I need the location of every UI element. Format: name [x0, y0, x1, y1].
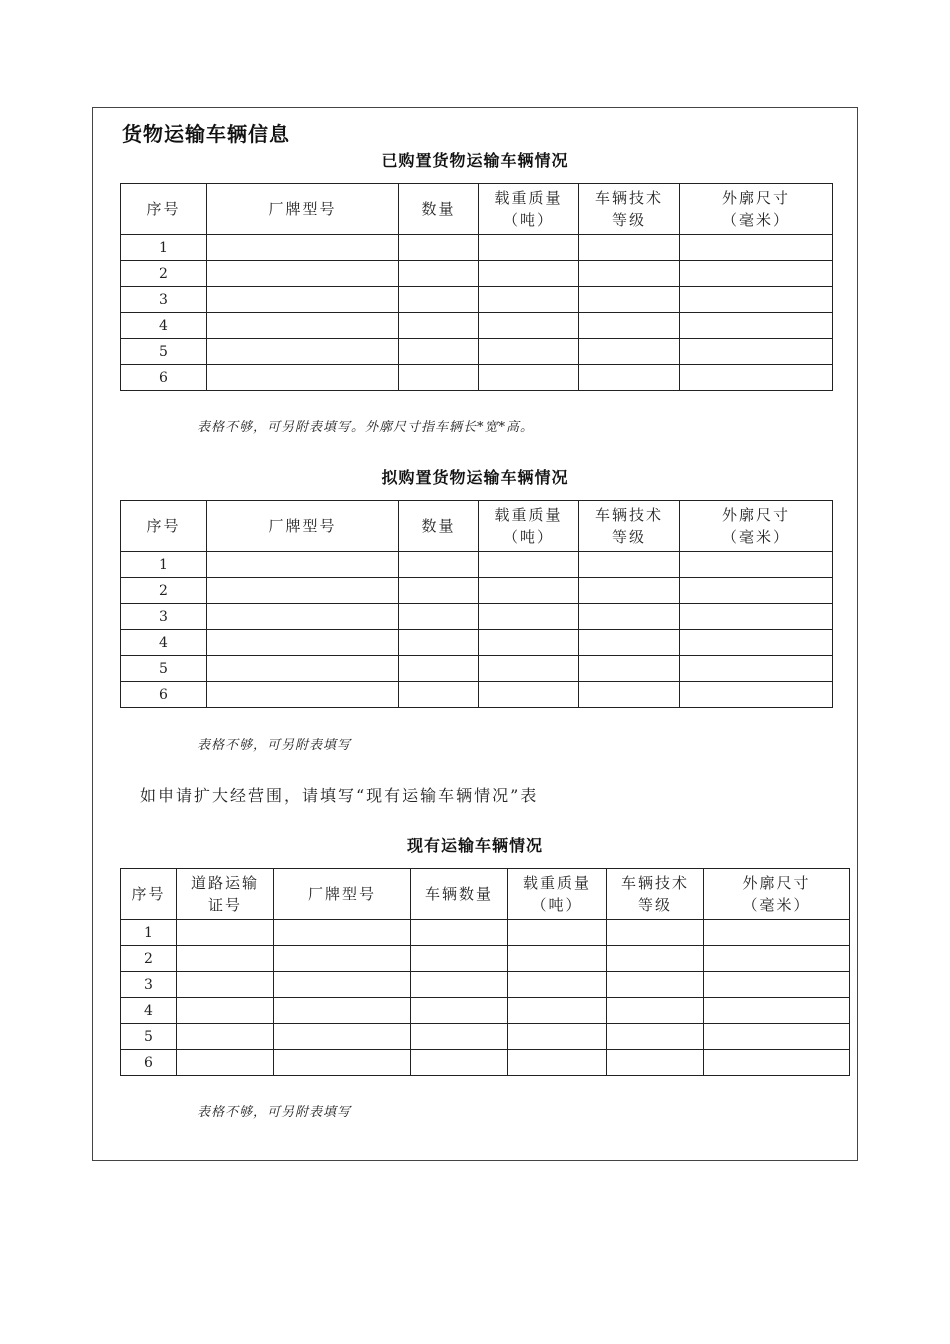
table-row: [121, 261, 833, 287]
cell-dimensions[interactable]: [680, 287, 833, 313]
header-seq: 序号: [121, 501, 207, 552]
cell-brand-model[interactable]: [207, 365, 399, 391]
header-load-capacity: 载重质量 （吨）: [508, 869, 607, 920]
cell-quantity[interactable]: [399, 578, 479, 604]
header-vehicle-count: 车辆数量: [411, 869, 508, 920]
header-brand-model: 厂牌型号: [274, 869, 411, 920]
cell-tech-grade[interactable]: [579, 235, 680, 261]
cell-load-capacity[interactable]: [508, 946, 607, 972]
table-row: [121, 365, 833, 391]
header-seq: 序号: [121, 184, 207, 235]
cell-tech-grade[interactable]: [579, 287, 680, 313]
cell-dimensions[interactable]: [680, 552, 833, 578]
cell-quantity[interactable]: [399, 656, 479, 682]
cell-license[interactable]: [177, 972, 274, 998]
table-row: [121, 920, 850, 946]
table-row: [121, 1024, 850, 1050]
cell-load-capacity[interactable]: [508, 972, 607, 998]
table-row: [121, 552, 833, 578]
cell-quantity[interactable]: [399, 339, 479, 365]
cell-load-capacity[interactable]: [479, 656, 579, 682]
cell-quantity[interactable]: [399, 365, 479, 391]
cell-quantity[interactable]: [399, 313, 479, 339]
cell-brand-model[interactable]: [274, 972, 411, 998]
row-number: 4: [121, 630, 207, 656]
header-brand-model: 厂牌型号: [207, 184, 399, 235]
row-number: 3: [121, 972, 177, 998]
table-row: [121, 946, 850, 972]
cell-tech-grade[interactable]: [607, 1050, 704, 1076]
header-brand-model: 厂牌型号: [207, 501, 399, 552]
row-number: 6: [121, 1050, 177, 1076]
cell-load-capacity[interactable]: [508, 1050, 607, 1076]
header-dimensions: 外廓尺寸 （毫米）: [704, 869, 850, 920]
purchased-table-note: 表格不够，可另附表填写。外廓尺寸指车辆长*宽*高。: [197, 420, 535, 435]
existing-vehicles-table: [120, 868, 850, 1076]
cell-brand-model[interactable]: [274, 998, 411, 1024]
cell-tech-grade[interactable]: [607, 972, 704, 998]
cell-quantity[interactable]: [399, 235, 479, 261]
header-load-capacity: 载重质量 （吨）: [479, 184, 579, 235]
row-number: 2: [121, 261, 207, 287]
header-seq: 序号: [121, 869, 177, 920]
cell-brand-model[interactable]: [207, 287, 399, 313]
cell-dimensions[interactable]: [680, 261, 833, 287]
cell-quantity[interactable]: [399, 261, 479, 287]
cell-dimensions[interactable]: [704, 972, 850, 998]
planned-vehicles-table: [120, 500, 833, 708]
cell-brand-model[interactable]: [207, 339, 399, 365]
expand-scope-instruction: 如申请扩大经营围，请填写“现有运输车辆情况”表: [140, 786, 539, 805]
cell-load-capacity[interactable]: [479, 630, 579, 656]
cell-tech-grade[interactable]: [579, 578, 680, 604]
table-row: [121, 998, 850, 1024]
table-row: [121, 1050, 850, 1076]
cell-dimensions[interactable]: [704, 920, 850, 946]
cell-brand-model[interactable]: [207, 656, 399, 682]
existing-table-note: 表格不够，可另附表填写: [197, 1105, 352, 1120]
cell-tech-grade[interactable]: [579, 365, 680, 391]
cell-dimensions[interactable]: [680, 313, 833, 339]
table-row: [121, 682, 833, 708]
header-quantity: 数量: [399, 184, 479, 235]
cell-load-capacity[interactable]: [479, 261, 579, 287]
cell-license[interactable]: [177, 1024, 274, 1050]
purchased-table-title: 已购置货物运输车辆情况: [381, 151, 569, 170]
header-transport-license: 道路运输 证号: [177, 869, 274, 920]
cell-quantity[interactable]: [399, 552, 479, 578]
cell-brand-model[interactable]: [274, 1050, 411, 1076]
cell-load-capacity[interactable]: [508, 1024, 607, 1050]
row-number: 1: [121, 235, 207, 261]
cell-load-capacity[interactable]: [508, 998, 607, 1024]
cell-load-capacity[interactable]: [479, 365, 579, 391]
cell-load-capacity[interactable]: [479, 313, 579, 339]
cell-load-capacity[interactable]: [479, 682, 579, 708]
cell-load-capacity[interactable]: [479, 578, 579, 604]
cell-quantity[interactable]: [399, 630, 479, 656]
header-load-capacity: 载重质量 （吨）: [479, 501, 579, 552]
cell-load-capacity[interactable]: [479, 552, 579, 578]
header-tech-grade: 车辆技术 等级: [579, 184, 680, 235]
table-row: [121, 972, 850, 998]
purchased-vehicles-table: [120, 183, 833, 391]
cell-load-capacity[interactable]: [479, 235, 579, 261]
cell-tech-grade[interactable]: [607, 946, 704, 972]
cell-dimensions[interactable]: [704, 1050, 850, 1076]
cell-dimensions[interactable]: [680, 365, 833, 391]
header-quantity: 数量: [399, 501, 479, 552]
row-number: 4: [121, 998, 177, 1024]
row-number: 4: [121, 313, 207, 339]
row-number: 1: [121, 552, 207, 578]
cell-brand-model[interactable]: [274, 946, 411, 972]
planned-table-note: 表格不够，可另附表填写: [197, 738, 352, 753]
table-row: [121, 604, 833, 630]
row-number: 5: [121, 1024, 177, 1050]
cell-brand-model[interactable]: [207, 235, 399, 261]
cell-vehicle-count[interactable]: [411, 998, 508, 1024]
cell-dimensions[interactable]: [704, 1024, 850, 1050]
header-tech-grade: 车辆技术 等级: [607, 869, 704, 920]
cell-license[interactable]: [177, 998, 274, 1024]
header-dimensions: 外廓尺寸 （毫米）: [680, 501, 833, 552]
cell-tech-grade[interactable]: [579, 261, 680, 287]
row-number: 6: [121, 682, 207, 708]
cell-tech-grade[interactable]: [607, 920, 704, 946]
row-number: 5: [121, 339, 207, 365]
row-number: 2: [121, 946, 177, 972]
cell-dimensions[interactable]: [680, 235, 833, 261]
cell-tech-grade[interactable]: [607, 998, 704, 1024]
cell-vehicle-count[interactable]: [411, 972, 508, 998]
cell-brand-model[interactable]: [207, 578, 399, 604]
cell-brand-model[interactable]: [207, 313, 399, 339]
cell-vehicle-count[interactable]: [411, 946, 508, 972]
cell-brand-model[interactable]: [207, 630, 399, 656]
cell-quantity[interactable]: [399, 604, 479, 630]
cell-quantity[interactable]: [399, 682, 479, 708]
cell-brand-model[interactable]: [207, 261, 399, 287]
header-dimensions: 外廓尺寸 （毫米）: [680, 184, 833, 235]
table-row: [121, 630, 833, 656]
table-header-row: [121, 184, 833, 235]
cell-vehicle-count[interactable]: [411, 920, 508, 946]
cell-tech-grade[interactable]: [579, 339, 680, 365]
cell-brand-model[interactable]: [207, 604, 399, 630]
table-row: [121, 578, 833, 604]
cell-brand-model[interactable]: [207, 552, 399, 578]
row-number: 1: [121, 920, 177, 946]
cell-load-capacity[interactable]: [479, 604, 579, 630]
table-header-row: [121, 869, 850, 920]
header-tech-grade: 车辆技术 等级: [579, 501, 680, 552]
existing-table-title: 现有运输车辆情况: [406, 836, 543, 855]
cell-tech-grade[interactable]: [579, 552, 680, 578]
table-row: [121, 656, 833, 682]
cell-quantity[interactable]: [399, 287, 479, 313]
cell-tech-grade[interactable]: [579, 630, 680, 656]
cell-tech-grade[interactable]: [607, 1024, 704, 1050]
cell-brand-model[interactable]: [207, 682, 399, 708]
table-row: [121, 313, 833, 339]
row-number: 5: [121, 656, 207, 682]
table-row: [121, 287, 833, 313]
cell-tech-grade[interactable]: [579, 313, 680, 339]
cell-tech-grade[interactable]: [579, 682, 680, 708]
cell-vehicle-count[interactable]: [411, 1024, 508, 1050]
cell-dimensions[interactable]: [704, 998, 850, 1024]
cell-load-capacity[interactable]: [479, 287, 579, 313]
cell-load-capacity[interactable]: [508, 920, 607, 946]
cell-load-capacity[interactable]: [479, 339, 579, 365]
cell-dimensions[interactable]: [680, 578, 833, 604]
cell-brand-model[interactable]: [274, 920, 411, 946]
row-number: 3: [121, 604, 207, 630]
planned-table-title: 拟购置货物运输车辆情况: [381, 468, 569, 487]
row-number: 6: [121, 365, 207, 391]
cell-dimensions[interactable]: [680, 682, 833, 708]
row-number: 3: [121, 287, 207, 313]
cell-license[interactable]: [177, 920, 274, 946]
cell-license[interactable]: [177, 1050, 274, 1076]
cell-dimensions[interactable]: [680, 604, 833, 630]
cell-dimensions[interactable]: [680, 339, 833, 365]
cell-brand-model[interactable]: [274, 1024, 411, 1050]
cell-tech-grade[interactable]: [579, 656, 680, 682]
cell-dimensions[interactable]: [704, 946, 850, 972]
cell-dimensions[interactable]: [680, 630, 833, 656]
cell-dimensions[interactable]: [680, 656, 833, 682]
table-header-row: [121, 501, 833, 552]
page-title: 货物运输车辆信息: [122, 122, 290, 146]
cell-vehicle-count[interactable]: [411, 1050, 508, 1076]
row-number: 2: [121, 578, 207, 604]
table-row: [121, 235, 833, 261]
cell-tech-grade[interactable]: [579, 604, 680, 630]
cell-license[interactable]: [177, 946, 274, 972]
table-row: [121, 339, 833, 365]
